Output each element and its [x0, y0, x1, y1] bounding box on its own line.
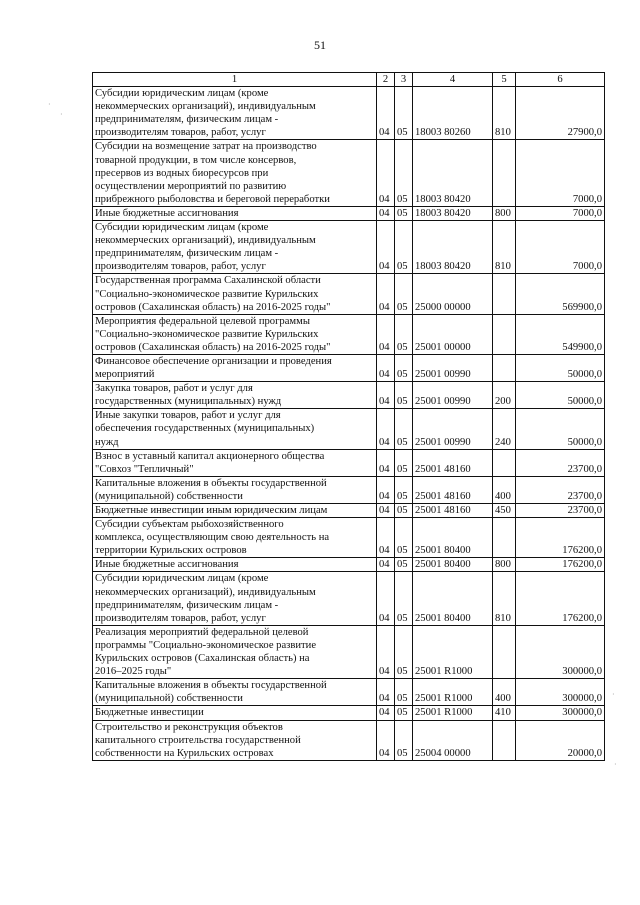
table-row — [93, 314, 605, 354]
table-row — [93, 558, 605, 572]
row-expense-type: 410 — [493, 706, 516, 720]
row-subsection: 05 — [395, 221, 413, 274]
row-expense-type: 800 — [493, 558, 516, 572]
col-header-subsection: 3 — [395, 73, 413, 87]
row-subsection: 05 — [395, 706, 413, 720]
table-row — [93, 409, 605, 449]
row-expense-type — [493, 140, 516, 206]
row-expense-type — [493, 720, 516, 760]
table-row — [93, 87, 605, 140]
scan-mark: · — [60, 110, 63, 119]
row-section: 04 — [377, 354, 395, 381]
row-section: 04 — [377, 572, 395, 625]
row-subsection: 05 — [395, 518, 413, 558]
row-target-code: 25004 00000 — [413, 720, 493, 760]
scan-mark: · — [48, 100, 51, 109]
row-amount: 50000,0 — [516, 354, 605, 381]
row-target-code: 25001 00990 — [413, 382, 493, 409]
row-subsection: 05 — [395, 476, 413, 503]
row-target-code: 25001 48160 — [413, 449, 493, 476]
row-section: 04 — [377, 140, 395, 206]
row-target-code: 25001 80400 — [413, 572, 493, 625]
table-row — [93, 354, 605, 381]
row-target-code: 25001 R1000 — [413, 679, 493, 706]
row-subsection: 05 — [395, 274, 413, 314]
row-section: 04 — [377, 314, 395, 354]
row-section: 04 — [377, 518, 395, 558]
row-name: Субсидии субъектам рыбохозяйственного комплекса, осуществляющим свою деятельность на территории Курильских островов — [93, 518, 377, 558]
row-amount: 27900,0 — [516, 87, 605, 140]
col-header-target: 4 — [413, 73, 493, 87]
row-amount: 300000,0 — [516, 706, 605, 720]
row-section: 04 — [377, 382, 395, 409]
row-target-code: 18003 80420 — [413, 221, 493, 274]
row-name: Субсидии юридическим лицам (кроме некоммерческих организаций), индивидуальным предпринимателям, физическим лицам - производителям товаров, работ, услуг — [93, 221, 377, 274]
table-row — [93, 140, 605, 206]
row-name: Капитальные вложения в объекты государственной (муниципальной) собственности — [93, 679, 377, 706]
row-name: Закупка товаров, работ и услуг для государственных (муниципальных) нужд — [93, 382, 377, 409]
row-target-code: 25000 00000 — [413, 274, 493, 314]
col-header-name: 1 — [93, 73, 377, 87]
row-subsection: 05 — [395, 140, 413, 206]
row-target-code: 25001 80400 — [413, 558, 493, 572]
row-amount: 50000,0 — [516, 382, 605, 409]
row-name: Реализация мероприятий федеральной целевой программы "Социально-экономическое развитие Курильских островов (Сахалинская область) на 2016–2025 годы" — [93, 625, 377, 678]
row-name: Субсидии юридическим лицам (кроме некоммерческих организаций), индивидуальным предпринимателям, физическим лицам - производителям товаров, работ, услуг — [93, 572, 377, 625]
table-row — [93, 221, 605, 274]
row-name: Иные закупки товаров, работ и услуг для обеспечения государственных (муниципальных) нужд — [93, 409, 377, 449]
row-subsection: 05 — [395, 87, 413, 140]
row-expense-type — [493, 449, 516, 476]
row-expense-type — [493, 314, 516, 354]
row-expense-type — [493, 518, 516, 558]
row-subsection: 05 — [395, 558, 413, 572]
table-row — [93, 518, 605, 558]
row-target-code: 25001 R1000 — [413, 625, 493, 678]
row-target-code: 18003 80420 — [413, 206, 493, 220]
row-amount: 23700,0 — [516, 449, 605, 476]
row-subsection: 05 — [395, 625, 413, 678]
row-name: Государственная программа Сахалинской области "Социально-экономическое развитие Курильских островов (Сахалинская область) на 2016-2025 годы" — [93, 274, 377, 314]
row-amount: 50000,0 — [516, 409, 605, 449]
table-row — [93, 206, 605, 220]
row-amount: 569900,0 — [516, 274, 605, 314]
table-row — [93, 449, 605, 476]
row-section: 04 — [377, 720, 395, 760]
row-name: Субсидии юридическим лицам (кроме некоммерческих организаций), индивидуальным предпринимателям, физическим лицам - производителям товаров, работ, услуг — [93, 87, 377, 140]
table-row — [93, 679, 605, 706]
row-subsection: 05 — [395, 206, 413, 220]
row-expense-type — [493, 354, 516, 381]
row-amount: 176200,0 — [516, 572, 605, 625]
row-section: 04 — [377, 87, 395, 140]
row-name: Субсидии на возмещение затрат на производство товарной продукции, в том числе консервов, пресервов из водных биоресурсов при осуществлении мероприятий по развитию прибрежного рыболовства и береговой переработки — [93, 140, 377, 206]
row-expense-type: 810 — [493, 87, 516, 140]
row-subsection: 05 — [395, 504, 413, 518]
table-row — [93, 572, 605, 625]
row-name: Бюджетные инвестиции — [93, 706, 377, 720]
row-target-code: 25001 00990 — [413, 409, 493, 449]
row-subsection: 05 — [395, 572, 413, 625]
row-section: 04 — [377, 221, 395, 274]
row-section: 04 — [377, 274, 395, 314]
scan-mark: · — [614, 760, 617, 769]
page-number: 51 — [314, 38, 326, 52]
row-subsection: 05 — [395, 720, 413, 760]
row-target-code: 25001 00000 — [413, 314, 493, 354]
row-target-code: 25001 R1000 — [413, 706, 493, 720]
table-row — [93, 504, 605, 518]
row-amount: 176200,0 — [516, 518, 605, 558]
row-section: 04 — [377, 476, 395, 503]
row-expense-type: 810 — [493, 221, 516, 274]
row-subsection: 05 — [395, 679, 413, 706]
row-target-code: 18003 80420 — [413, 140, 493, 206]
budget-table — [92, 72, 605, 761]
scan-mark: · — [612, 690, 615, 699]
row-amount: 176200,0 — [516, 558, 605, 572]
row-amount: 549900,0 — [516, 314, 605, 354]
row-section: 04 — [377, 625, 395, 678]
row-expense-type — [493, 274, 516, 314]
row-expense-type: 240 — [493, 409, 516, 449]
row-section: 04 — [377, 206, 395, 220]
row-subsection: 05 — [395, 314, 413, 354]
row-expense-type: 800 — [493, 206, 516, 220]
row-section: 04 — [377, 558, 395, 572]
row-target-code: 25001 00990 — [413, 354, 493, 381]
row-target-code: 25001 48160 — [413, 504, 493, 518]
row-expense-type: 450 — [493, 504, 516, 518]
row-amount: 7000,0 — [516, 221, 605, 274]
row-amount: 23700,0 — [516, 504, 605, 518]
row-expense-type: 400 — [493, 476, 516, 503]
row-section: 04 — [377, 409, 395, 449]
row-target-code: 18003 80260 — [413, 87, 493, 140]
col-header-amount: 6 — [516, 73, 605, 87]
row-name: Бюджетные инвестиции иным юридическим лицам — [93, 504, 377, 518]
row-amount: 300000,0 — [516, 625, 605, 678]
row-name: Иные бюджетные ассигнования — [93, 206, 377, 220]
row-amount: 23700,0 — [516, 476, 605, 503]
row-amount: 300000,0 — [516, 679, 605, 706]
row-name: Строительство и реконструкция объектов капитального строительства государственной собственности на Курильских островах — [93, 720, 377, 760]
row-name: Финансовое обеспечение организации и проведения мероприятий — [93, 354, 377, 381]
row-subsection: 05 — [395, 409, 413, 449]
row-section: 04 — [377, 706, 395, 720]
row-target-code: 25001 48160 — [413, 476, 493, 503]
col-header-expense-type: 5 — [493, 73, 516, 87]
header-row — [93, 73, 605, 87]
row-subsection: 05 — [395, 449, 413, 476]
row-expense-type: 810 — [493, 572, 516, 625]
table-row — [93, 706, 605, 720]
row-subsection: 05 — [395, 382, 413, 409]
col-header-section: 2 — [377, 73, 395, 87]
table-row — [93, 274, 605, 314]
row-section: 04 — [377, 449, 395, 476]
row-expense-type: 400 — [493, 679, 516, 706]
row-amount: 7000,0 — [516, 140, 605, 206]
row-expense-type — [493, 625, 516, 678]
row-name: Взнос в уставный капитал акционерного общества "Совхоз "Тепличный" — [93, 449, 377, 476]
row-subsection: 05 — [395, 354, 413, 381]
row-amount: 20000,0 — [516, 720, 605, 760]
table-row — [93, 625, 605, 678]
row-section: 04 — [377, 679, 395, 706]
row-section: 04 — [377, 504, 395, 518]
row-expense-type: 200 — [493, 382, 516, 409]
table-row — [93, 382, 605, 409]
row-name: Мероприятия федеральной целевой программы "Социально-экономическое развитие Курильских островов (Сахалинская область) на 2016-2025 годы" — [93, 314, 377, 354]
row-target-code: 25001 80400 — [413, 518, 493, 558]
table-row — [93, 720, 605, 760]
row-amount: 7000,0 — [516, 206, 605, 220]
row-name: Иные бюджетные ассигнования — [93, 558, 377, 572]
row-name: Капитальные вложения в объекты государственной (муниципальной) собственности — [93, 476, 377, 503]
table-row — [93, 476, 605, 503]
